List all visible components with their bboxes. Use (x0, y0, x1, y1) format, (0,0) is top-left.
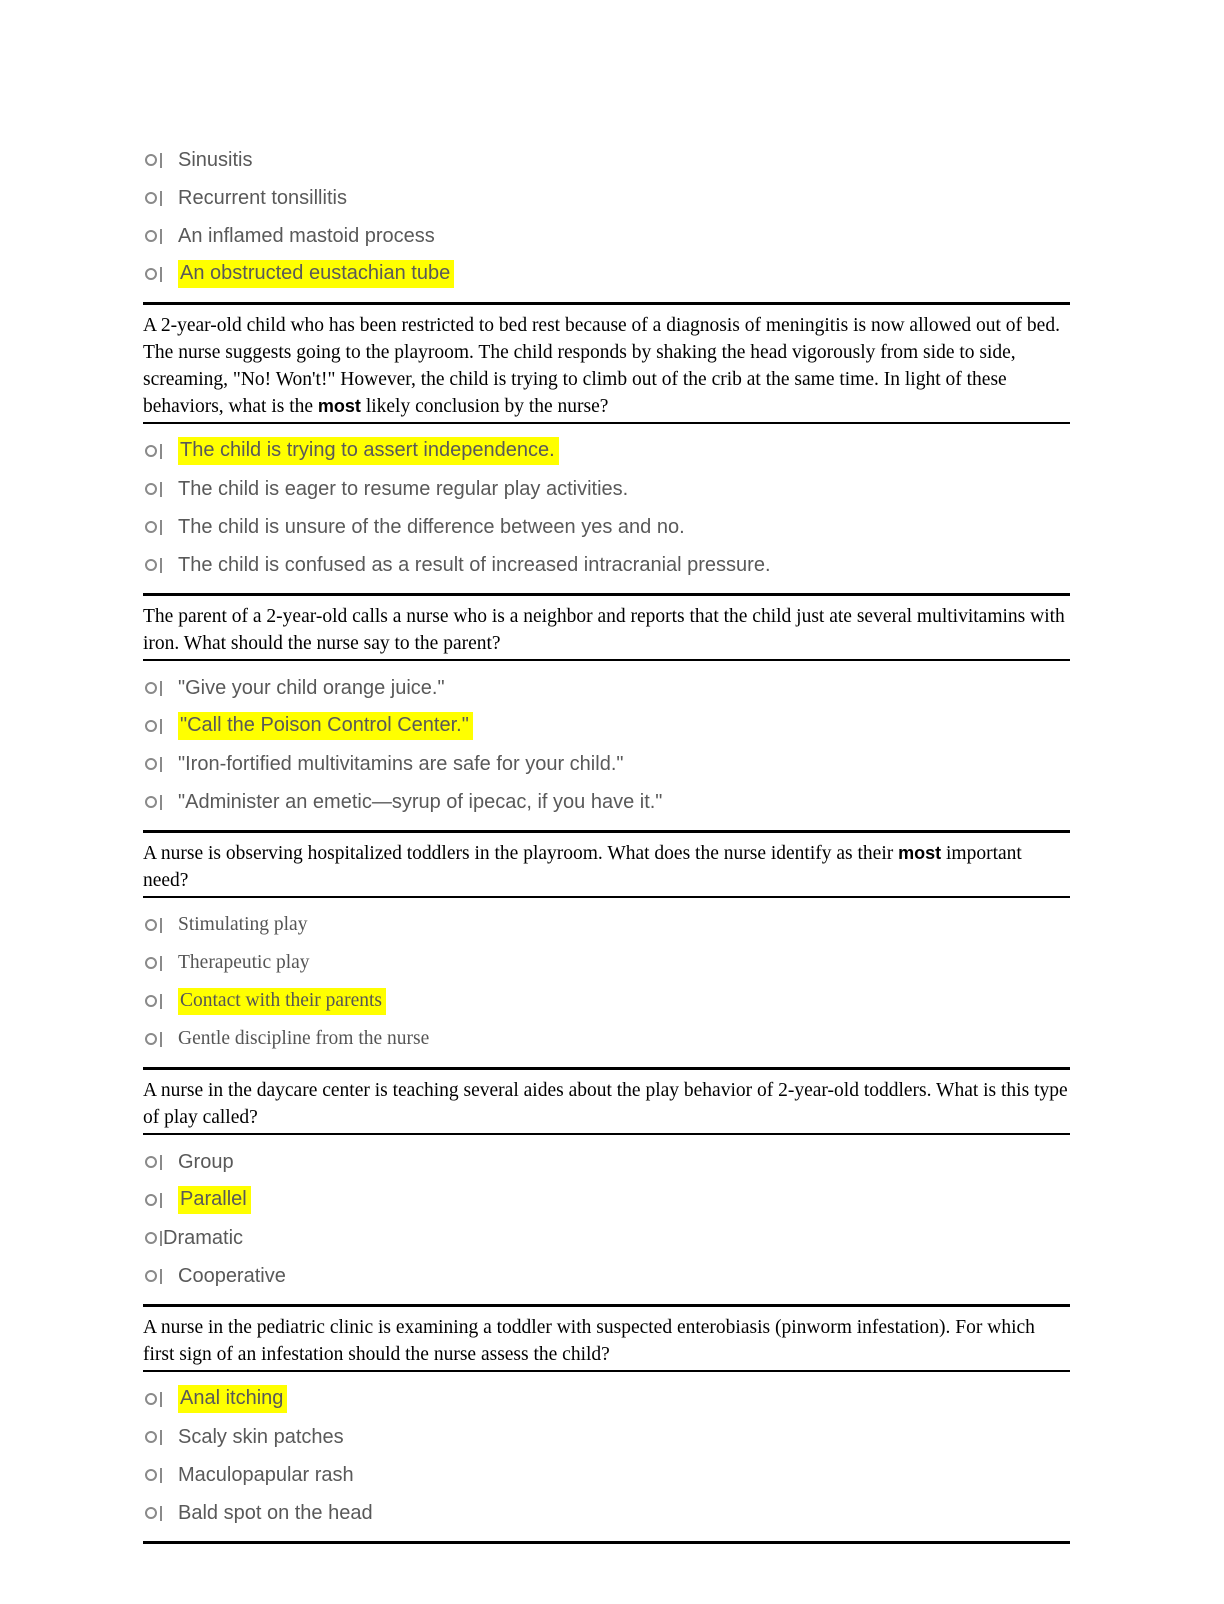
radio-circle-icon (145, 1033, 157, 1045)
options-list (143, 1135, 1070, 1297)
radio-bar-icon (160, 795, 162, 810)
option-label[interactable]: Stimulating play (178, 914, 308, 935)
option-label[interactable]: Gentle discipline from the nurse (178, 1028, 430, 1049)
radio-button-icon[interactable] (145, 1193, 162, 1208)
option-label[interactable]: The child is eager to resume regular play activities. (178, 477, 629, 500)
question-text (143, 1314, 1070, 1372)
option-label[interactable]: Group (178, 1150, 234, 1173)
radio-circle-icon (145, 1156, 157, 1168)
radio-bar-icon (160, 153, 162, 168)
answer-option[interactable] (143, 745, 1070, 783)
radio-bar-icon (160, 757, 162, 772)
radio-circle-icon (145, 995, 157, 1007)
radio-button-icon[interactable] (145, 153, 162, 168)
option-label[interactable]: The child is unsure of the difference between yes and no. (178, 515, 685, 538)
page-rule-end (143, 1541, 1070, 1544)
option-label[interactable]: "Give your child orange juice." (178, 676, 445, 699)
question-segment: A nurse in the pediatric clinic is examining a toddler with suspected enterobiasis (pinworm infestation). For which first sign of an infestation should the nurse assess the child? (143, 1317, 1035, 1365)
radio-bar-icon (160, 520, 162, 535)
radio-button-icon[interactable] (145, 558, 162, 573)
radio-bar-icon (160, 994, 162, 1009)
answer-option[interactable] (143, 217, 1070, 255)
radio-bar-icon (160, 482, 162, 497)
radio-button-icon[interactable] (145, 1269, 162, 1284)
answer-option[interactable] (143, 255, 1070, 293)
answer-option[interactable] (143, 179, 1070, 217)
radio-bar-icon (160, 1231, 162, 1246)
answer-option[interactable] (143, 1418, 1070, 1456)
radio-bar-icon (160, 1155, 162, 1170)
radio-circle-icon (145, 1194, 157, 1206)
question-segment: A 2-year-old child who has been restricted to bed rest because of a diagnosis of meningitis is now allowed out of bed. The nurse suggests going to the playroom. The child responds by shaking the head vigorously from side to side, screaming, "No! Won't!" However, the child is trying to climb out of the crib at the same time. In light of these behaviors, what is the (143, 315, 1060, 417)
radio-bar-icon (160, 1032, 162, 1047)
question-bold-word: most (317, 396, 361, 416)
answer-option[interactable] (143, 1219, 1070, 1257)
radio-bar-icon (160, 229, 162, 244)
answer-option[interactable] (143, 508, 1070, 546)
radio-bar-icon (160, 558, 162, 573)
radio-button-icon[interactable] (145, 1506, 162, 1521)
radio-bar-icon (160, 1193, 162, 1208)
radio-bar-icon (160, 1392, 162, 1407)
radio-bar-icon (160, 681, 162, 696)
radio-bar-icon (160, 956, 162, 971)
answer-option[interactable] (143, 1020, 1070, 1058)
options-block (143, 133, 1070, 295)
answer-option[interactable] (143, 141, 1070, 179)
option-label[interactable]: Scaly skin patches (178, 1425, 344, 1448)
radio-button-icon[interactable] (145, 444, 162, 459)
question-segment: likely conclusion by the nurse? (360, 396, 609, 417)
options-list (143, 133, 1070, 295)
radio-circle-icon (145, 1431, 157, 1443)
radio-circle-icon (145, 1507, 157, 1519)
radio-circle-icon (145, 445, 157, 457)
question-bold-word: most (898, 843, 942, 863)
radio-bar-icon (160, 918, 162, 933)
radio-button-icon[interactable] (145, 267, 162, 282)
answer-option[interactable] (143, 1456, 1070, 1494)
radio-button-icon[interactable] (145, 757, 162, 772)
radio-button-icon[interactable] (145, 1155, 162, 1170)
radio-button-icon[interactable] (145, 191, 162, 206)
answer-option[interactable] (143, 1257, 1070, 1295)
option-label[interactable]: Cooperative (178, 1264, 286, 1287)
radio-bar-icon (160, 267, 162, 282)
option-label[interactable]: "Iron-fortified multivitamins are safe for your child." (178, 752, 624, 775)
radio-circle-icon (145, 1270, 157, 1282)
option-label[interactable]: An inflamed mastoid process (178, 224, 435, 247)
option-label[interactable]: The child is confused as a result of increased intracranial pressure. (178, 553, 771, 576)
options-list (143, 424, 1070, 586)
radio-circle-icon (145, 919, 157, 931)
answer-option[interactable] (143, 1181, 1070, 1219)
radio-bar-icon (160, 1430, 162, 1445)
question-text (143, 840, 1070, 898)
radio-circle-icon (145, 521, 157, 533)
option-label-highlighted[interactable]: Anal itching (178, 1385, 287, 1413)
radio-button-icon[interactable] (145, 918, 162, 933)
radio-circle-icon (145, 796, 157, 808)
radio-circle-icon (145, 154, 157, 166)
radio-button-icon[interactable] (145, 681, 162, 696)
question-text (143, 1077, 1070, 1135)
option-label[interactable]: Dramatic (163, 1226, 244, 1249)
answer-option[interactable] (143, 906, 1070, 944)
question-block (143, 830, 1070, 1060)
radio-circle-icon (145, 682, 157, 694)
radio-button-icon[interactable] (145, 1231, 162, 1246)
option-label[interactable]: Sinusitis (178, 148, 253, 171)
radio-circle-icon (145, 720, 157, 732)
answer-option[interactable] (143, 470, 1070, 508)
answer-option[interactable] (143, 944, 1070, 982)
answer-option[interactable] (143, 669, 1070, 707)
question-segment: The parent of a 2-year-old calls a nurse who is a neighbor and reports that the child just ate several multivitamins with iron. What should the nurse say to the parent? (143, 606, 1065, 654)
radio-circle-icon (145, 1469, 157, 1481)
radio-circle-icon (145, 268, 157, 280)
radio-circle-icon (145, 957, 157, 969)
radio-bar-icon (160, 191, 162, 206)
option-label[interactable]: Bald spot on the head (178, 1501, 373, 1524)
radio-bar-icon (160, 1269, 162, 1284)
radio-circle-icon (145, 483, 157, 495)
radio-circle-icon (145, 230, 157, 242)
radio-bar-icon (160, 1506, 162, 1521)
radio-button-icon[interactable] (145, 1032, 162, 1047)
option-label[interactable]: "Administer an emetic—syrup of ipecac, if you have it." (178, 790, 663, 813)
radio-circle-icon (145, 192, 157, 204)
answer-option[interactable] (143, 982, 1070, 1020)
radio-button-icon[interactable] (145, 1430, 162, 1445)
answer-option[interactable] (143, 546, 1070, 584)
radio-button-icon[interactable] (145, 229, 162, 244)
radio-button-icon[interactable] (145, 795, 162, 810)
answer-option[interactable] (143, 707, 1070, 745)
option-label[interactable]: Recurrent tonsillitis (178, 186, 347, 209)
option-label[interactable]: Maculopapular rash (178, 1463, 354, 1486)
options-list (143, 1372, 1070, 1534)
question-block (143, 1304, 1070, 1534)
answer-option[interactable] (143, 432, 1070, 470)
option-label-highlighted[interactable]: The child is trying to assert independence. (178, 437, 559, 465)
radio-button-icon[interactable] (145, 956, 162, 971)
radio-circle-icon (145, 1232, 157, 1244)
question-text (143, 603, 1070, 661)
question-block (143, 1067, 1070, 1297)
option-label-highlighted[interactable]: "Call the Poison Control Center." (178, 712, 473, 740)
question-block (143, 593, 1070, 823)
option-label[interactable]: Therapeutic play (178, 952, 310, 973)
question-text (143, 312, 1070, 424)
radio-bar-icon (160, 719, 162, 734)
question-block (143, 302, 1070, 586)
radio-circle-icon (145, 758, 157, 770)
option-label-highlighted[interactable]: An obstructed eustachian tube (178, 260, 454, 288)
radio-button-icon[interactable] (145, 1468, 162, 1483)
radio-circle-icon (145, 559, 157, 571)
answer-option[interactable] (143, 1143, 1070, 1181)
options-list (143, 898, 1070, 1060)
option-label-highlighted[interactable]: Parallel (178, 1186, 251, 1214)
radio-button-icon[interactable] (145, 994, 162, 1009)
radio-bar-icon (160, 444, 162, 459)
question-segment: A nurse is observing hospitalized toddlers in the playroom. What does the nurse identify as their (143, 843, 899, 864)
option-label-highlighted[interactable]: Contact with their parents (178, 988, 386, 1015)
answer-option[interactable] (143, 1494, 1070, 1532)
questions-container (143, 133, 1070, 1534)
answer-option[interactable] (143, 783, 1070, 821)
radio-button-icon[interactable] (145, 520, 162, 535)
radio-button-icon[interactable] (145, 1392, 162, 1407)
radio-button-icon[interactable] (145, 482, 162, 497)
question-segment: A nurse in the daycare center is teaching several aides about the play behavior of 2-year-old toddlers. What is this type of play called? (143, 1080, 1068, 1128)
radio-bar-icon (160, 1468, 162, 1483)
question-segment: important need? (143, 843, 1022, 891)
options-list (143, 661, 1070, 823)
radio-button-icon[interactable] (145, 719, 162, 734)
radio-circle-icon (145, 1393, 157, 1405)
answer-option[interactable] (143, 1380, 1070, 1418)
